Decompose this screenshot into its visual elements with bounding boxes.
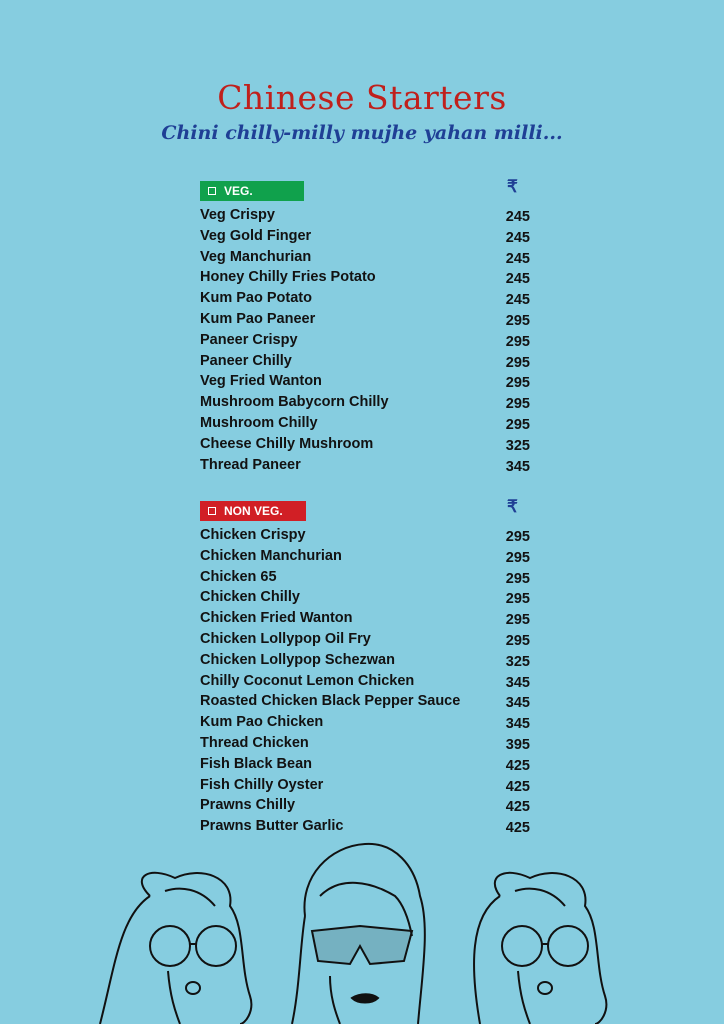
- menu-item-price: 295: [505, 354, 530, 371]
- menu-item-price: 345: [505, 458, 530, 475]
- menu-item: [200, 525, 530, 546]
- page-subtitle: Chini chilly-milly mujhe yahan milli...: [161, 122, 563, 144]
- menu-item-price: 325: [505, 437, 530, 454]
- menu-item-name: Veg Gold Finger: [200, 227, 312, 244]
- menu-item: [200, 650, 530, 671]
- right-woman-icon: [474, 873, 606, 1024]
- menu-item-price: 345: [505, 674, 530, 691]
- menu-item: [200, 795, 530, 816]
- menu-item-name: Fish Black Bean: [200, 755, 313, 772]
- menu-item-price: 295: [505, 416, 530, 433]
- menu-item-name: Roasted Chicken Black Pepper Sauce: [200, 693, 461, 710]
- menu-item: [200, 226, 530, 247]
- menu-item-name: Chicken Crispy: [200, 527, 306, 543]
- menu-item: [200, 775, 530, 796]
- menu-item-price: 295: [505, 612, 530, 629]
- menu-item-price: 295: [505, 549, 530, 566]
- rupee-icon: ₹: [507, 177, 518, 196]
- menu-item-name: Paneer Crispy: [200, 331, 298, 348]
- menu-item-name: Thread Chicken: [200, 734, 309, 751]
- menu-item-name: Prawns Butter Garlic: [200, 818, 344, 835]
- menu-item: [200, 247, 530, 268]
- menu-item-price: 295: [505, 632, 530, 649]
- menu-item-price: 295: [505, 375, 530, 392]
- menu-item: [200, 816, 530, 837]
- menu-item-name: Chicken Fried Wanton: [200, 610, 353, 627]
- menu-item-name: Veg Crispy: [200, 207, 275, 223]
- menu-item-price: 325: [505, 653, 530, 670]
- menu-item-name: Veg Manchurian: [200, 248, 312, 265]
- menu-item: [200, 567, 530, 588]
- menu-item-name: Mushroom Babycorn Chilly: [200, 394, 389, 411]
- menu-item-price: 425: [505, 820, 530, 837]
- menu-item: [200, 608, 530, 629]
- menu-item-name: Chilly Coconut Lemon Chicken: [200, 672, 415, 689]
- menu-item-price: 295: [505, 396, 530, 413]
- menu-item-price: 345: [505, 716, 530, 733]
- menu-item: [200, 754, 530, 775]
- menu-item-name: Kum Pao Chicken: [200, 714, 324, 731]
- menu-item-name: Chicken Lollypop Schezwan: [200, 651, 395, 668]
- women-sunglasses-illustration: [0, 836, 724, 1024]
- menu-item: [200, 330, 530, 351]
- menu-item-name: Chicken Lollypop Oil Fry: [200, 630, 371, 647]
- menu-item-name: Chicken 65: [200, 568, 277, 585]
- menu-item-price: 245: [505, 271, 530, 288]
- menu-item: [200, 434, 530, 455]
- menu-item-price: 345: [505, 695, 530, 712]
- menu-item: [200, 671, 530, 692]
- menu-item: [200, 546, 530, 567]
- menu-item-name: Cheese Chilly Mushroom: [200, 435, 374, 452]
- nonveg-item-list: [200, 525, 530, 837]
- menu-item-price: 245: [505, 209, 530, 225]
- menu-item: [200, 413, 530, 434]
- menu-item: [200, 712, 530, 733]
- menu-item-price: 245: [505, 229, 530, 246]
- nonveg-section: [200, 497, 530, 837]
- page-title: Chinese Starters: [217, 78, 507, 117]
- menu-item: [200, 455, 530, 476]
- menu-item-price: 295: [505, 529, 530, 545]
- menu-item-name: Fish Chilly Oyster: [200, 776, 324, 793]
- nonveg-label: NON VEG.: [224, 504, 283, 518]
- menu-item-price: 295: [505, 591, 530, 608]
- menu-item: [200, 371, 530, 392]
- menu-item-price: 425: [505, 799, 530, 816]
- veg-badge: [200, 181, 304, 201]
- menu-item: [200, 587, 530, 608]
- menu-item-name: Kum Pao Potato: [200, 290, 312, 307]
- center-woman-icon: [292, 844, 425, 1024]
- menu-item-name: Veg Fried Wanton: [200, 373, 322, 390]
- menu-item-name: Chicken Manchurian: [200, 547, 342, 564]
- nonveg-square-icon: [208, 507, 216, 515]
- menu-item: [200, 288, 530, 309]
- menu-item: [200, 205, 530, 226]
- menu-item: [200, 309, 530, 330]
- menu-item-name: Mushroom Chilly: [200, 414, 318, 431]
- menu-item: [200, 733, 530, 754]
- menu-item-price: 245: [505, 250, 530, 267]
- veg-square-icon: [208, 187, 216, 195]
- menu-item: [200, 267, 530, 288]
- menu-item-price: 295: [505, 333, 530, 350]
- menu-item-price: 425: [505, 757, 530, 774]
- menu-item-name: Chicken Chilly: [200, 589, 300, 606]
- menu-item-name: Thread Paneer: [200, 456, 301, 473]
- menu-item-name: Paneer Chilly: [200, 352, 292, 369]
- menu-item: [200, 629, 530, 650]
- menu-item-name: Kum Pao Paneer: [200, 310, 316, 327]
- menu-item: [200, 392, 530, 413]
- menu-item-price: 425: [505, 778, 530, 795]
- nonveg-badge: [200, 501, 306, 521]
- veg-item-list: [200, 205, 530, 475]
- left-woman-icon: [100, 873, 251, 1024]
- menu-item-price: 245: [505, 292, 530, 309]
- menu-item: [200, 351, 530, 372]
- menu-item-price: 395: [505, 736, 530, 753]
- menu-item-price: 295: [505, 570, 530, 587]
- menu-item: [200, 691, 530, 712]
- menu-item-name: Prawns Chilly: [200, 797, 296, 814]
- menu-item-price: 295: [505, 312, 530, 329]
- rupee-icon: ₹: [507, 497, 518, 516]
- veg-section: [200, 177, 530, 475]
- veg-label: VEG.: [224, 184, 253, 198]
- menu-item-name: Honey Chilly Fries Potato: [200, 269, 376, 286]
